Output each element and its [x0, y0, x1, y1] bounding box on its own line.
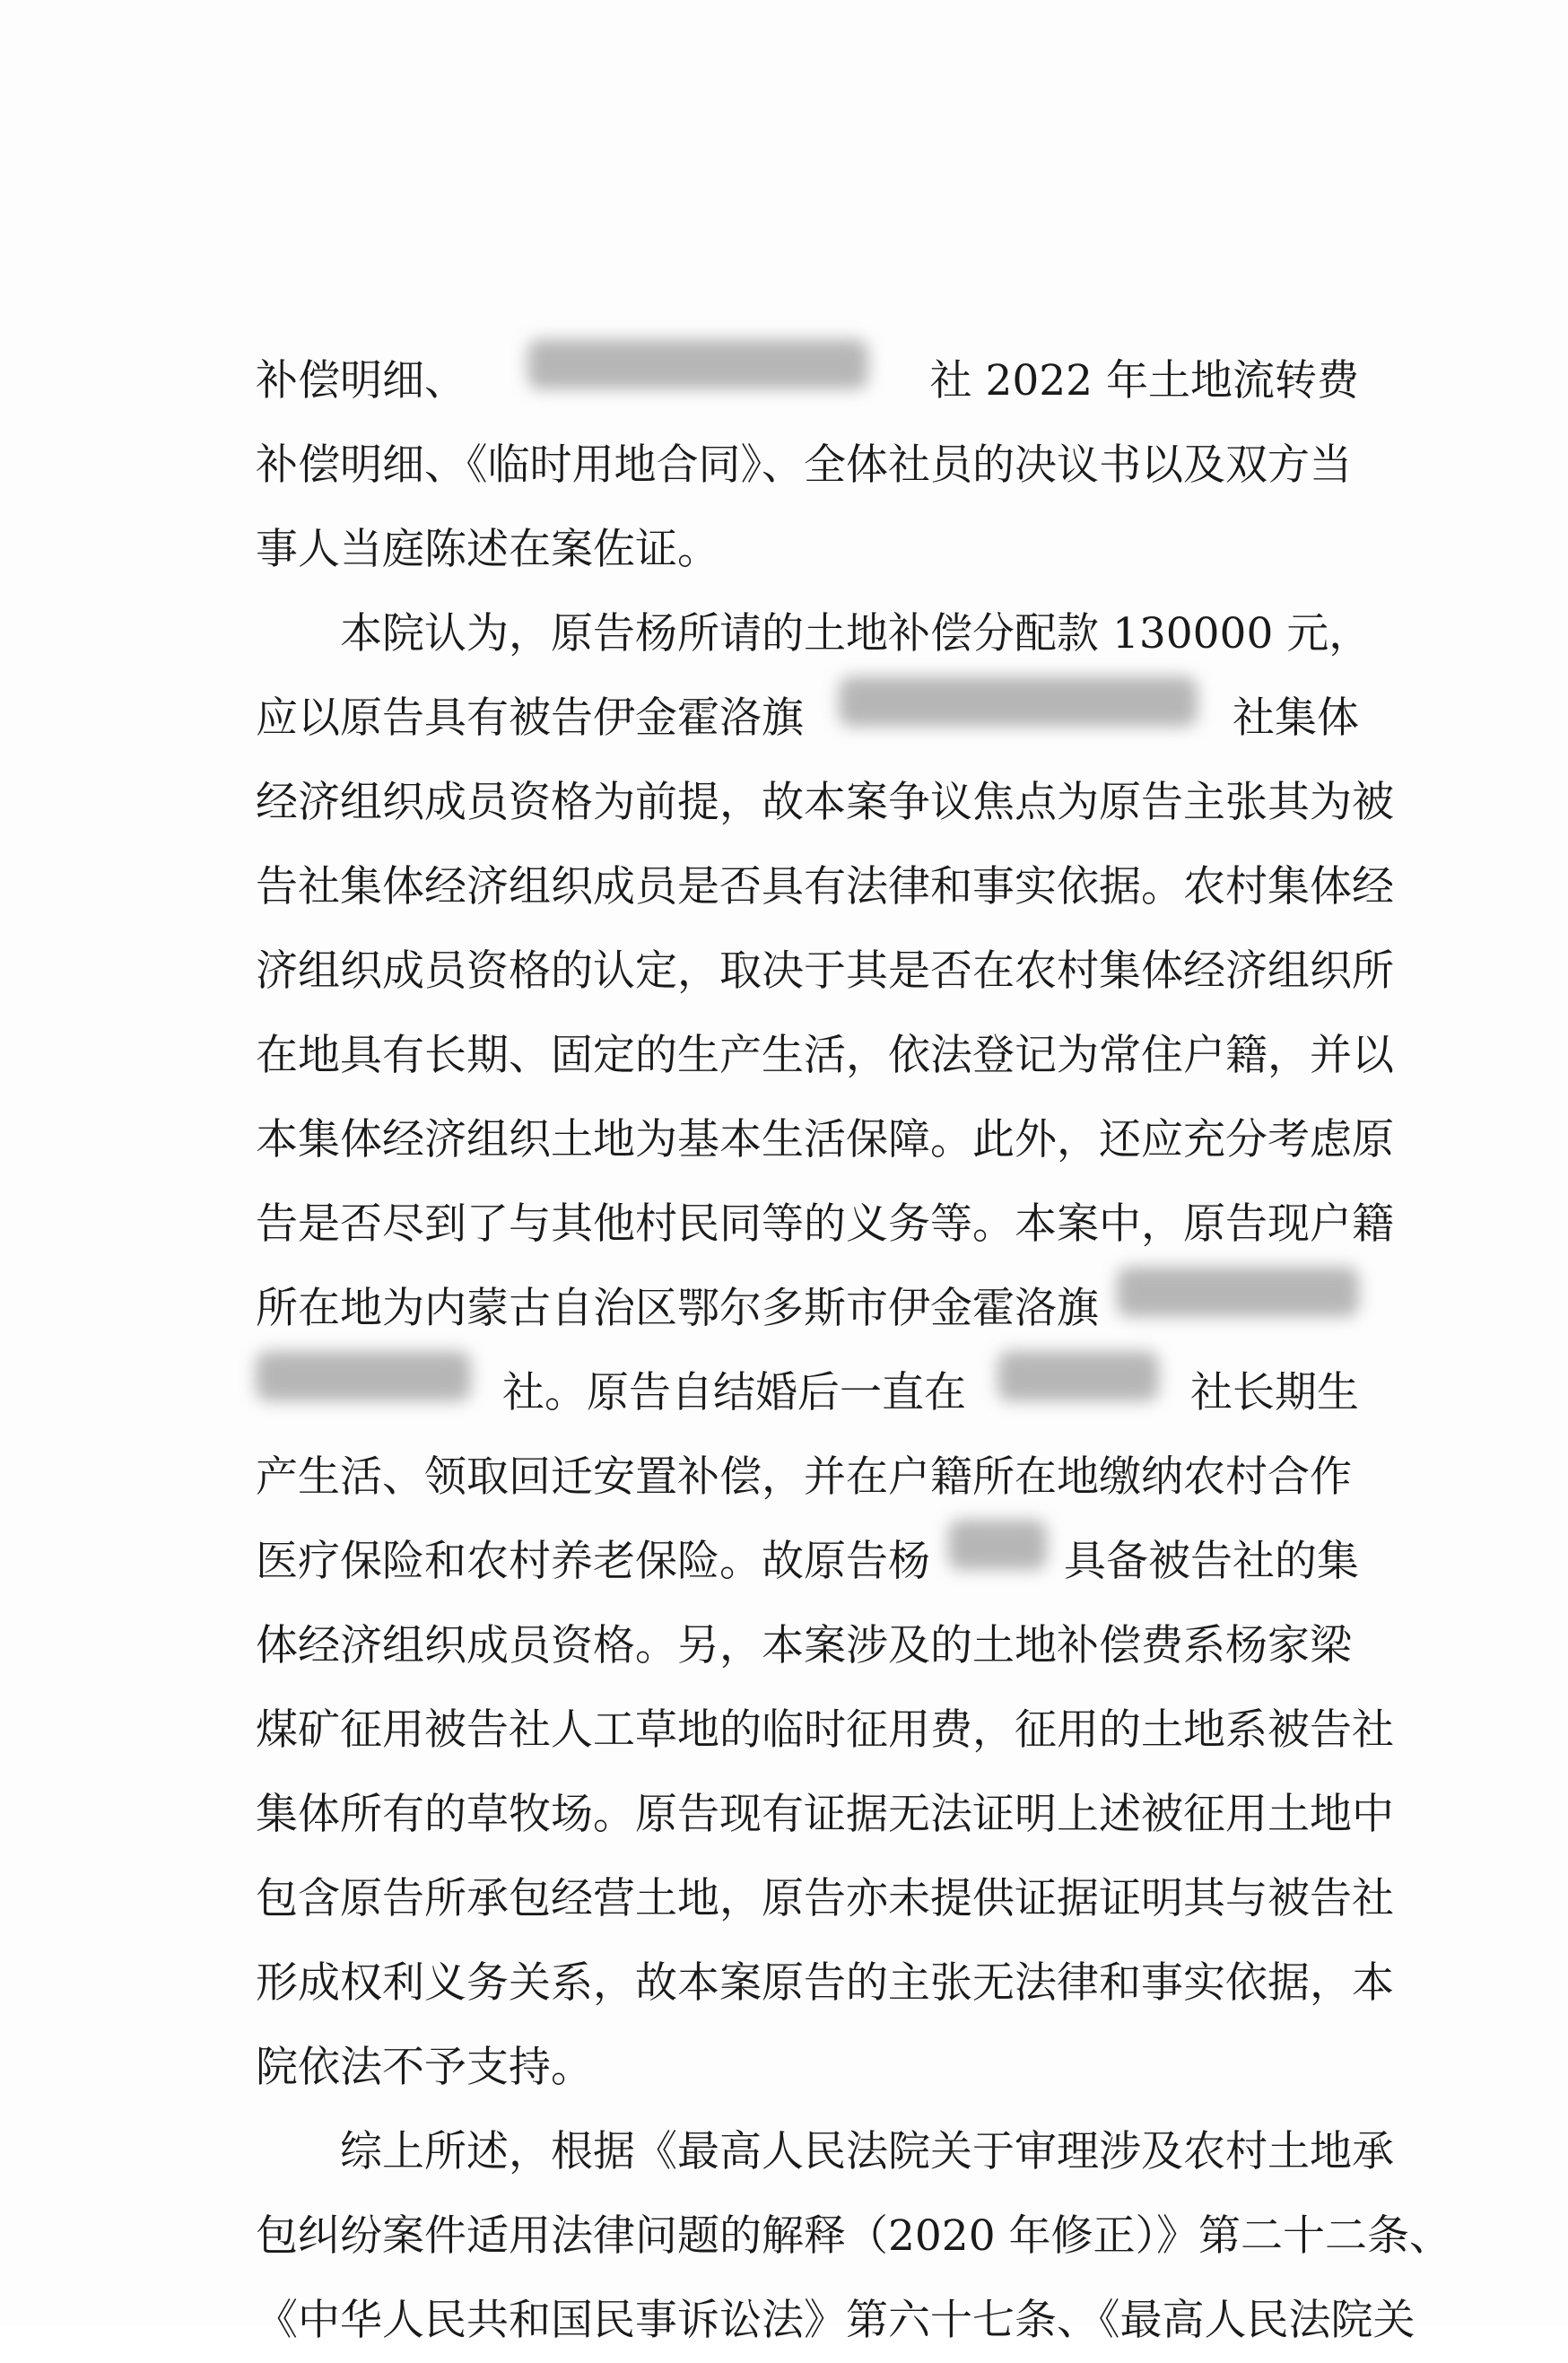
- paragraph-first-line: [256, 592, 1372, 676]
- text-segment: 《中华人民共和国民事诉讼法》第六十七条、《最高人民法院关: [256, 2296, 1416, 2345]
- text-segment: 本集体经济组织土地为基本生活保障。此外，还应充分考虑原: [256, 1115, 1394, 1164]
- text-segment: 补偿明细、《临时用地合同》、全体社员的决议书以及双方当: [256, 440, 1352, 490]
- text-segment: 院依法不予支持。: [256, 2043, 593, 2092]
- text-segment: 济组织成员资格的认定，取决于其是否在农村集体经济组织所: [256, 946, 1394, 996]
- text-segment: 产生活、领取回迁安置补偿，并在户籍所在地缴纳农村合作: [256, 1452, 1352, 1502]
- text-segment: 事人当庭陈述在案佐证。: [256, 525, 719, 574]
- text-line: [256, 1773, 1394, 1857]
- text-line: [256, 1688, 1394, 1773]
- redaction-mark: [256, 1351, 471, 1401]
- text-segment: 社长期生: [1190, 1368, 1359, 1417]
- text-line: [256, 1941, 1394, 2026]
- text-line: [256, 761, 1394, 845]
- text-segment: 经济组织成员资格为前提，故本案争议焦点为原告主张其为被: [256, 778, 1394, 827]
- paragraph-first-line: [256, 2110, 1394, 2194]
- redaction-mark: [1117, 1267, 1359, 1317]
- text-segment: 社集体: [1233, 693, 1359, 743]
- text-segment: 社。原告自结婚后一直在: [502, 1368, 966, 1417]
- text-line: [256, 1098, 1394, 1182]
- text-segment: 补偿明细、: [256, 356, 466, 405]
- text-segment: 综上所述，根据《最高人民法院关于审理涉及农村土地承: [340, 2127, 1394, 2176]
- text-segment: 所请的土地补偿分配款 130000 元，: [677, 609, 1372, 658]
- text-line: [256, 423, 1359, 508]
- text-segment: 告社集体经济组织成员是否具有法律和事实依据。农村集体经: [256, 862, 1394, 911]
- text-line: [256, 1182, 1394, 1267]
- text-line: [256, 1857, 1394, 1941]
- text-line: [256, 2026, 1359, 2110]
- text-line: [256, 1351, 1359, 1435]
- text-segment: 应以原告具有被告伊金霍洛旗: [256, 693, 804, 743]
- text-line: [256, 929, 1394, 1014]
- text-line: [256, 2279, 1416, 2363]
- text-line: [256, 845, 1394, 929]
- text-line: [256, 1520, 1359, 1604]
- text-segment: 集体所有的草牧场。原告现有证据无法证明上述被征用土地中: [256, 1790, 1394, 1839]
- text-line: [256, 1435, 1359, 1520]
- text-segment: 煤矿征用被告社人工草地的临时征用费，征用的土地系被告社: [256, 1705, 1394, 1755]
- text-segment: 本院认为，原告杨: [340, 609, 677, 658]
- text-segment: 社 2022 年土地流转费: [929, 356, 1359, 405]
- text-line: [256, 1267, 1359, 1351]
- text-segment: 告是否尽到了与其他村民同等的义务等。本案中，原告现户籍: [256, 1199, 1394, 1249]
- text-line: [256, 339, 1359, 423]
- text-line: [256, 1604, 1359, 1688]
- judgment-body-text: [256, 339, 1452, 2363]
- text-line: [256, 2194, 1452, 2279]
- text-segment: 医疗保险和农村养老保险。故原告杨: [256, 1537, 930, 1586]
- redaction-mark: [997, 1351, 1159, 1401]
- text-line: [256, 676, 1359, 761]
- text-segment: 包含原告所承包经营土地，原告亦未提供证据证明其与被告社: [256, 1874, 1394, 1923]
- text-segment: 体经济组织成员资格。另，本案涉及的土地补偿费系杨家梁: [256, 1621, 1352, 1670]
- text-segment: 在地具有长期、固定的生产生活，依法登记为常住户籍，并以: [256, 1031, 1394, 1080]
- text-segment: 具备被告社的集: [1064, 1537, 1359, 1586]
- text-line: [256, 1014, 1394, 1098]
- redaction-mark: [948, 1520, 1047, 1570]
- redaction-mark: [527, 339, 868, 389]
- text-segment: 形成权利义务关系，故本案原告的主张无法律和事实依据，本: [256, 1958, 1394, 2008]
- text-line: [256, 508, 1359, 592]
- redaction-mark: [839, 676, 1198, 727]
- text-segment: 所在地为内蒙古自治区鄂尔多斯市伊金霍洛旗: [256, 1284, 1099, 1333]
- text-segment: 包纠纷案件适用法律问题的解释（2020 年修正）》第二十二条、: [256, 2211, 1452, 2261]
